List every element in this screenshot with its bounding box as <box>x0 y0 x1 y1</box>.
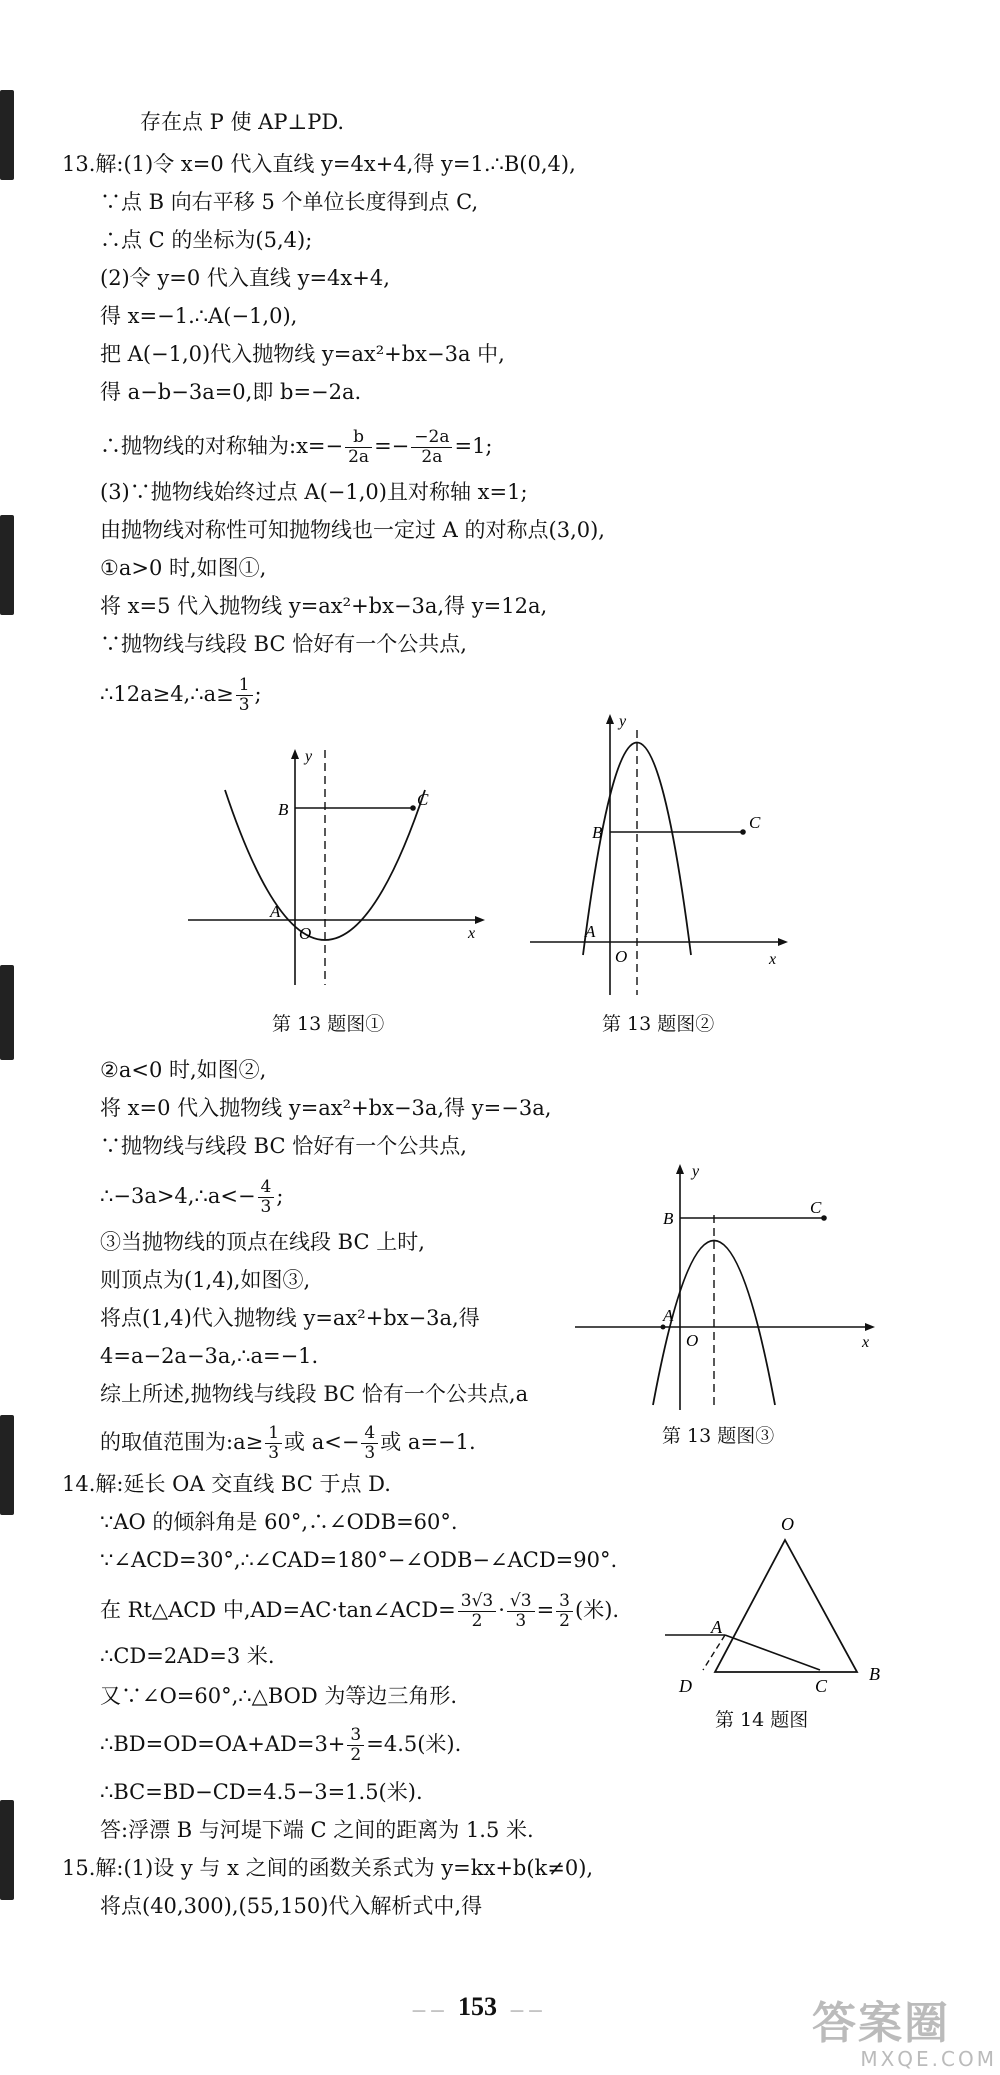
text-line: (3)∵抛物线始终过点 A(−1,0)且对称轴 x=1; <box>100 480 528 504</box>
binding-mark <box>0 1800 14 1900</box>
svg-text:D: D <box>679 1676 692 1696</box>
text-line: 综上所述,抛物线与线段 BC 恰有一个公共点,a <box>100 1382 529 1406</box>
svg-text:A: A <box>711 1617 722 1637</box>
text-line: ∴CD=2AD=3 米. <box>100 1644 275 1668</box>
svg-text:O: O <box>686 1331 699 1350</box>
tan-line: 在 Rt△ACD 中,AD=AC·tan∠ACD= $\frac{3√3}{2}$ · $\frac{√3}{3}$ = $\frac{3}{2}$ (米). <box>100 1591 620 1631</box>
fraction: $\frac{4}{3}$ <box>361 1424 378 1463</box>
text-line: ①a>0 时,如图①, <box>100 556 267 580</box>
text-line: ∴点 C 的坐标为(5,4); <box>100 228 313 252</box>
fraction: $\frac{3}{2}$ <box>556 1592 573 1631</box>
svg-text:x: x <box>862 1334 870 1351</box>
svg-text:A: A <box>270 902 281 921</box>
range-line: 的取值范围为:a≥ $\frac{1}{3}$ 或 a<− $\frac{4}{3}$ 或 a=−1. <box>100 1423 476 1463</box>
figure-caption: 第 13 题图③ <box>662 1425 775 1447</box>
watermark <box>812 2000 997 2072</box>
svg-text:y: y <box>305 748 313 765</box>
text-line: 又∵∠O=60°,∴△BOD 为等边三角形. <box>100 1684 458 1708</box>
page-number-dash: — — <box>412 2003 445 2019</box>
figure-caption: 第 14 题图 <box>715 1709 809 1731</box>
text-line: ②a<0 时,如图②, <box>100 1058 267 1082</box>
svg-text:O: O <box>615 947 628 966</box>
binding-mark <box>0 1415 14 1515</box>
inequality-line: ∴12a≥4,∴a≥ $\frac{1}{3}$ ; <box>100 675 262 715</box>
text-line: ∴BC=BD−CD=4.5−3=1.5(米). <box>100 1780 423 1804</box>
svg-text:B: B <box>592 823 603 842</box>
text-line: 得 x=−1.∴A(−1,0), <box>100 304 298 328</box>
page-number-dash: — — <box>510 2003 543 2019</box>
text-line: 将点(1,4)代入抛物线 y=ax²+bx−3a,得 <box>100 1306 480 1330</box>
text-line: ∵点 B 向右平移 5 个单位长度得到点 C, <box>100 190 479 214</box>
figure-13-2 <box>525 710 795 1000</box>
text-line: 得 a−b−3a=0,即 b=−2a. <box>100 380 362 404</box>
watermark-url: MXQE.COM <box>860 2047 997 2071</box>
figure-caption: 第 13 题图② <box>602 1013 715 1035</box>
figure-13-3 <box>570 1160 890 1420</box>
text-line: ③当抛物线的顶点在线段 BC 上时, <box>100 1230 425 1254</box>
figure-14 <box>665 1500 905 1710</box>
text-line: (2)令 y=0 代入直线 y=4x+4, <box>100 266 390 290</box>
svg-text:y: y <box>619 713 627 730</box>
watermark-logo: 答案圈 <box>812 1998 950 2049</box>
svg-text:C: C <box>810 1198 822 1217</box>
fraction: $\frac{1}{3}$ <box>236 676 253 715</box>
text-line: ∵抛物线与线段 BC 恰好有一个公共点, <box>100 632 467 656</box>
page-number: 153 <box>458 1992 497 2021</box>
symmetry-axis-line: ∴抛物线的对称轴为:x=− $\frac{b}{2a}$ =− $\frac{-2a}{2a}$ =1; <box>100 427 493 467</box>
text-line: 存在点 P 使 AP⊥PD. <box>140 110 345 134</box>
svg-text:A: A <box>585 922 596 941</box>
text-line: ∴抛物线的对称轴为:x=− <box>100 434 344 458</box>
text-line: ∵∠ACD=30°,∴∠CAD=180°−∠ODB−∠ACD=90°. <box>100 1548 618 1572</box>
svg-text:C: C <box>815 1676 828 1696</box>
text-line: 把 A(−1,0)代入抛物线 y=ax²+bx−3a 中, <box>100 342 505 366</box>
text-line: ∵抛物线与线段 BC 恰好有一个公共点, <box>100 1134 467 1158</box>
text-line: 将点(40,300),(55,150)代入解析式中,得 <box>100 1894 483 1918</box>
svg-text:x: x <box>769 951 777 968</box>
fraction: $\frac{3√3}{2}$ <box>458 1592 496 1631</box>
fraction: $\frac{b}{2a}$ <box>345 428 372 467</box>
text-line: 由抛物线对称性可知抛物线也一定过 A 的对称点(3,0), <box>100 518 605 542</box>
svg-text:C: C <box>749 813 761 832</box>
binding-mark <box>0 965 14 1060</box>
svg-text:A: A <box>663 1306 674 1325</box>
fraction: $\frac{-2a}{2a}$ <box>411 428 452 467</box>
svg-text:B: B <box>663 1209 674 1228</box>
fraction: $\frac{√3}{3}$ <box>507 1592 535 1631</box>
text-line: 14.解:延长 OA 交直线 BC 于点 D. <box>62 1472 391 1496</box>
binding-mark <box>0 515 14 615</box>
text-line: 13.解:(1)令 x=0 代入直线 y=4x+4,得 y=1.∴B(0,4), <box>62 152 576 176</box>
svg-text:O: O <box>299 924 312 943</box>
svg-text:B: B <box>278 800 289 819</box>
svg-text:C: C <box>417 790 429 809</box>
figure-caption: 第 13 题图① <box>272 1013 385 1035</box>
fraction: $\frac{1}{3}$ <box>265 1424 282 1463</box>
text-line: 15.解:(1)设 y 与 x 之间的函数关系式为 y=kx+b(k≠0), <box>62 1856 594 1880</box>
fraction: $\frac{4}{3}$ <box>258 1178 275 1217</box>
svg-text:O: O <box>781 1514 794 1534</box>
text-line: 答:浮漂 B 与河堤下端 C 之间的距离为 1.5 米. <box>100 1818 534 1842</box>
text-line: 则顶点为(1,4),如图③, <box>100 1268 311 1292</box>
fraction: $\frac{3}{2}$ <box>347 1726 364 1765</box>
text-line: 将 x=0 代入抛物线 y=ax²+bx−3a,得 y=−3a, <box>100 1096 552 1120</box>
svg-text:y: y <box>692 1163 700 1180</box>
svg-text:x: x <box>468 925 476 942</box>
svg-text:B: B <box>869 1664 880 1684</box>
text-line: 将 x=5 代入抛物线 y=ax²+bx−3a,得 y=12a, <box>100 594 548 618</box>
text-line: ∵AO 的倾斜角是 60°,∴∠ODB=60°. <box>100 1510 458 1534</box>
inequality-line: ∴−3a>4,∴a<− $\frac{4}{3}$ ; <box>100 1177 284 1217</box>
binding-mark <box>0 90 14 180</box>
figure-13-1 <box>180 745 500 990</box>
bd-line: ∴BD=OD=OA+AD=3+ $\frac{3}{2}$ =4.5(米). <box>100 1725 462 1765</box>
text-line: 4=a−2a−3a,∴a=−1. <box>100 1344 319 1368</box>
